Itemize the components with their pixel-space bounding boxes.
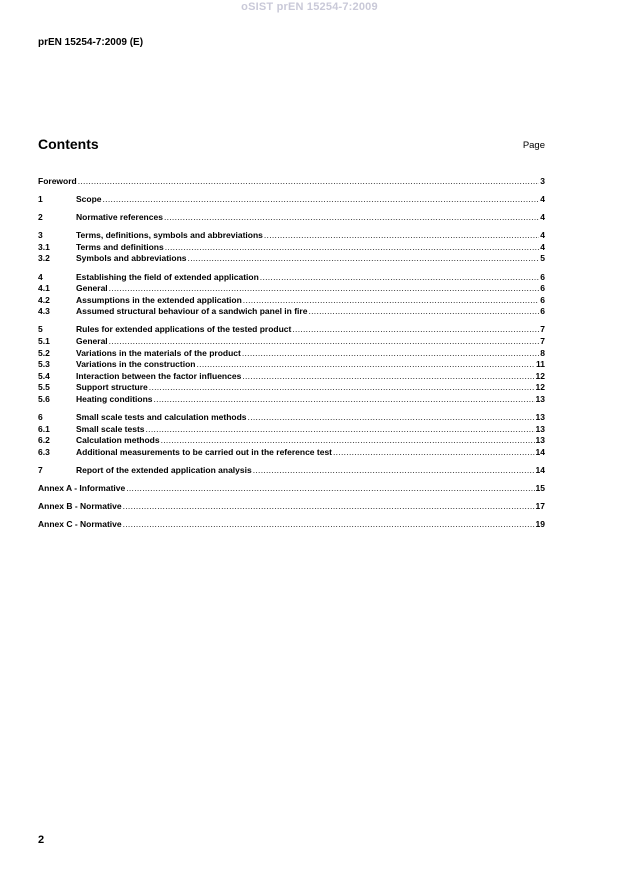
dot-leader	[308, 306, 539, 318]
page-number: 2	[38, 834, 45, 846]
contents-heading: Contents	[38, 136, 99, 152]
toc-entry-number: 5.2	[38, 347, 50, 358]
toc-entry-number: 5.1	[38, 336, 50, 347]
watermark: oSIST prEN 15254-7:2009	[241, 1, 378, 13]
dot-leader	[260, 272, 539, 284]
dot-leader	[333, 447, 535, 459]
toc-entry-number: 5.6	[38, 394, 50, 404]
toc-entry-title: Assumptions in the extended application	[76, 294, 242, 305]
toc-entry[interactable]	[38, 359, 545, 371]
dot-leader	[123, 519, 535, 531]
toc-entry-number: 6.1	[38, 423, 50, 434]
dot-leader	[123, 501, 535, 513]
toc-entry-number: 4	[38, 271, 43, 282]
toc-entry-page: 4	[540, 230, 545, 241]
toc-entry-title: Terms, definitions, symbols and abbreviations	[76, 230, 263, 241]
toc-entry[interactable]	[38, 371, 545, 383]
toc-entry-page: 4	[540, 194, 545, 205]
dot-leader	[264, 230, 539, 242]
toc-entry-number: 4.2	[38, 294, 50, 305]
table-of-contents	[38, 176, 545, 531]
document-header: prEN 15254-7:2009 (E)	[38, 37, 144, 48]
toc-entry-title: General	[76, 283, 108, 294]
dot-leader	[154, 394, 535, 406]
toc-entry-page: 14	[535, 446, 545, 457]
toc-entry-page: 17	[535, 501, 545, 512]
toc-entry-page: 6	[540, 283, 545, 294]
dot-leader	[165, 242, 540, 254]
toc-entry-page: 6	[540, 306, 545, 317]
dot-leader	[78, 176, 540, 188]
toc-entry-number: 4.3	[38, 306, 50, 317]
toc-entry[interactable]	[38, 412, 545, 424]
toc-entry[interactable]	[38, 194, 545, 206]
toc-entry-page: 13	[535, 423, 545, 434]
toc-entry-page: 19	[535, 519, 545, 530]
toc-entry-title: Annex A - Informative	[38, 483, 126, 494]
toc-entry-title: Scope	[76, 194, 102, 205]
toc-entry-title: Foreword	[38, 176, 77, 186]
toc-entry-title: Heating conditions	[76, 394, 153, 404]
toc-entry[interactable]	[38, 212, 545, 224]
toc-entry[interactable]	[38, 336, 545, 348]
page-column-label: Page	[522, 140, 545, 151]
toc-entry[interactable]	[38, 324, 545, 336]
dot-leader	[109, 336, 540, 348]
dot-leader	[292, 324, 539, 336]
dot-leader	[126, 483, 534, 495]
toc-entry-title: Rules for extended applications of the tested product	[76, 324, 292, 335]
dot-leader	[146, 424, 535, 436]
toc-entry-page: 12	[535, 382, 545, 393]
toc-entry-number: 6	[38, 412, 43, 423]
dot-leader	[253, 465, 535, 477]
toc-entry-number: 3.2	[38, 253, 50, 264]
toc-entry-title: General	[76, 336, 108, 347]
toc-entry-number: 4.1	[38, 283, 50, 294]
dot-leader	[248, 412, 535, 424]
toc-entry-title: Normative references	[76, 212, 163, 223]
toc-entry[interactable]	[38, 501, 545, 513]
toc-entry-page: 14	[535, 464, 545, 475]
toc-entry-page: 13	[535, 412, 545, 423]
toc-entry-title: Calculation methods	[76, 435, 160, 446]
toc-entry[interactable]	[38, 519, 545, 531]
toc-entry-number: 5.5	[38, 382, 50, 393]
toc-entry-number: 6.2	[38, 435, 50, 446]
toc-entry-page: 5	[540, 253, 545, 264]
toc-entry-title: Interaction between the factor influences	[76, 370, 242, 381]
toc-entry[interactable]	[38, 272, 545, 284]
toc-entry-title: Assumed structural behaviour of a sandwich panel in fire	[76, 306, 308, 317]
toc-entry-number: 5	[38, 324, 43, 335]
toc-entry[interactable]	[38, 447, 545, 459]
dot-leader	[188, 253, 540, 265]
dot-leader	[164, 212, 539, 224]
toc-entry[interactable]	[38, 483, 545, 495]
toc-entry-number: 6.3	[38, 446, 50, 457]
toc-entry[interactable]	[38, 242, 545, 254]
toc-entry-number: 3	[38, 230, 43, 241]
toc-entry-number: 7	[38, 464, 43, 475]
toc-entry-number: 1	[38, 194, 43, 205]
toc-entry-page: 6	[540, 294, 545, 305]
toc-entry-page: 7	[540, 336, 545, 347]
toc-entry-title: Variations in the materials of the product	[76, 347, 241, 358]
dot-leader	[103, 194, 540, 206]
toc-entry-page: 6	[540, 271, 545, 282]
toc-entry[interactable]	[38, 230, 545, 242]
dot-leader	[242, 371, 534, 383]
dot-leader	[161, 435, 535, 447]
toc-entry-page: 3	[540, 176, 545, 186]
toc-entry-page: 4	[540, 212, 545, 223]
toc-entry-title: Annex B - Normative	[38, 501, 122, 512]
dot-leader	[149, 382, 535, 394]
toc-entry-number: 5.3	[38, 359, 50, 370]
toc-entry[interactable]	[38, 283, 545, 295]
toc-entry-title: Symbols and abbreviations	[76, 253, 187, 264]
toc-entry-number: 5.4	[38, 370, 50, 381]
toc-entry-title: Variations in the construction	[76, 359, 196, 370]
toc-entry-title: Additional measurements to be carried out in the reference test	[76, 446, 333, 457]
toc-entry[interactable]	[38, 295, 545, 307]
toc-entry[interactable]	[38, 253, 545, 265]
toc-entry-page: 11	[536, 359, 545, 370]
toc-entry[interactable]	[38, 176, 545, 188]
toc-entry[interactable]	[38, 382, 545, 394]
toc-entry-page: 15	[535, 483, 545, 494]
toc-entry-title: Support structure	[76, 382, 148, 393]
dot-leader	[243, 295, 539, 307]
toc-entry-title: Small scale tests and calculation methods	[76, 412, 247, 423]
toc-entry-title: Small scale tests	[76, 423, 145, 434]
toc-entry-title: Annex C - Normative	[38, 519, 122, 530]
toc-entry[interactable]	[38, 394, 545, 406]
toc-entry[interactable]	[38, 306, 545, 318]
toc-entry-page: 7	[540, 324, 545, 335]
toc-entry[interactable]	[38, 348, 545, 360]
toc-entry[interactable]	[38, 435, 545, 447]
toc-entry-page: 13	[535, 435, 545, 446]
dot-leader	[109, 283, 540, 295]
toc-entry[interactable]	[38, 465, 545, 477]
dot-leader	[242, 348, 539, 360]
toc-entry-number: 2	[38, 212, 43, 223]
toc-entry-title: Terms and definitions	[76, 241, 164, 252]
toc-entry-title: Establishing the field of extended application	[76, 271, 259, 282]
toc-entry-page: 12	[535, 370, 545, 381]
toc-entry-title: Report of the extended application analysis	[76, 464, 252, 475]
toc-entry[interactable]	[38, 424, 545, 436]
toc-entry-page: 8	[540, 347, 545, 358]
toc-entry-page: 13	[535, 394, 545, 404]
toc-entry-page: 4	[540, 241, 545, 252]
toc-entry-number: 3.1	[38, 241, 50, 252]
dot-leader	[197, 359, 536, 371]
